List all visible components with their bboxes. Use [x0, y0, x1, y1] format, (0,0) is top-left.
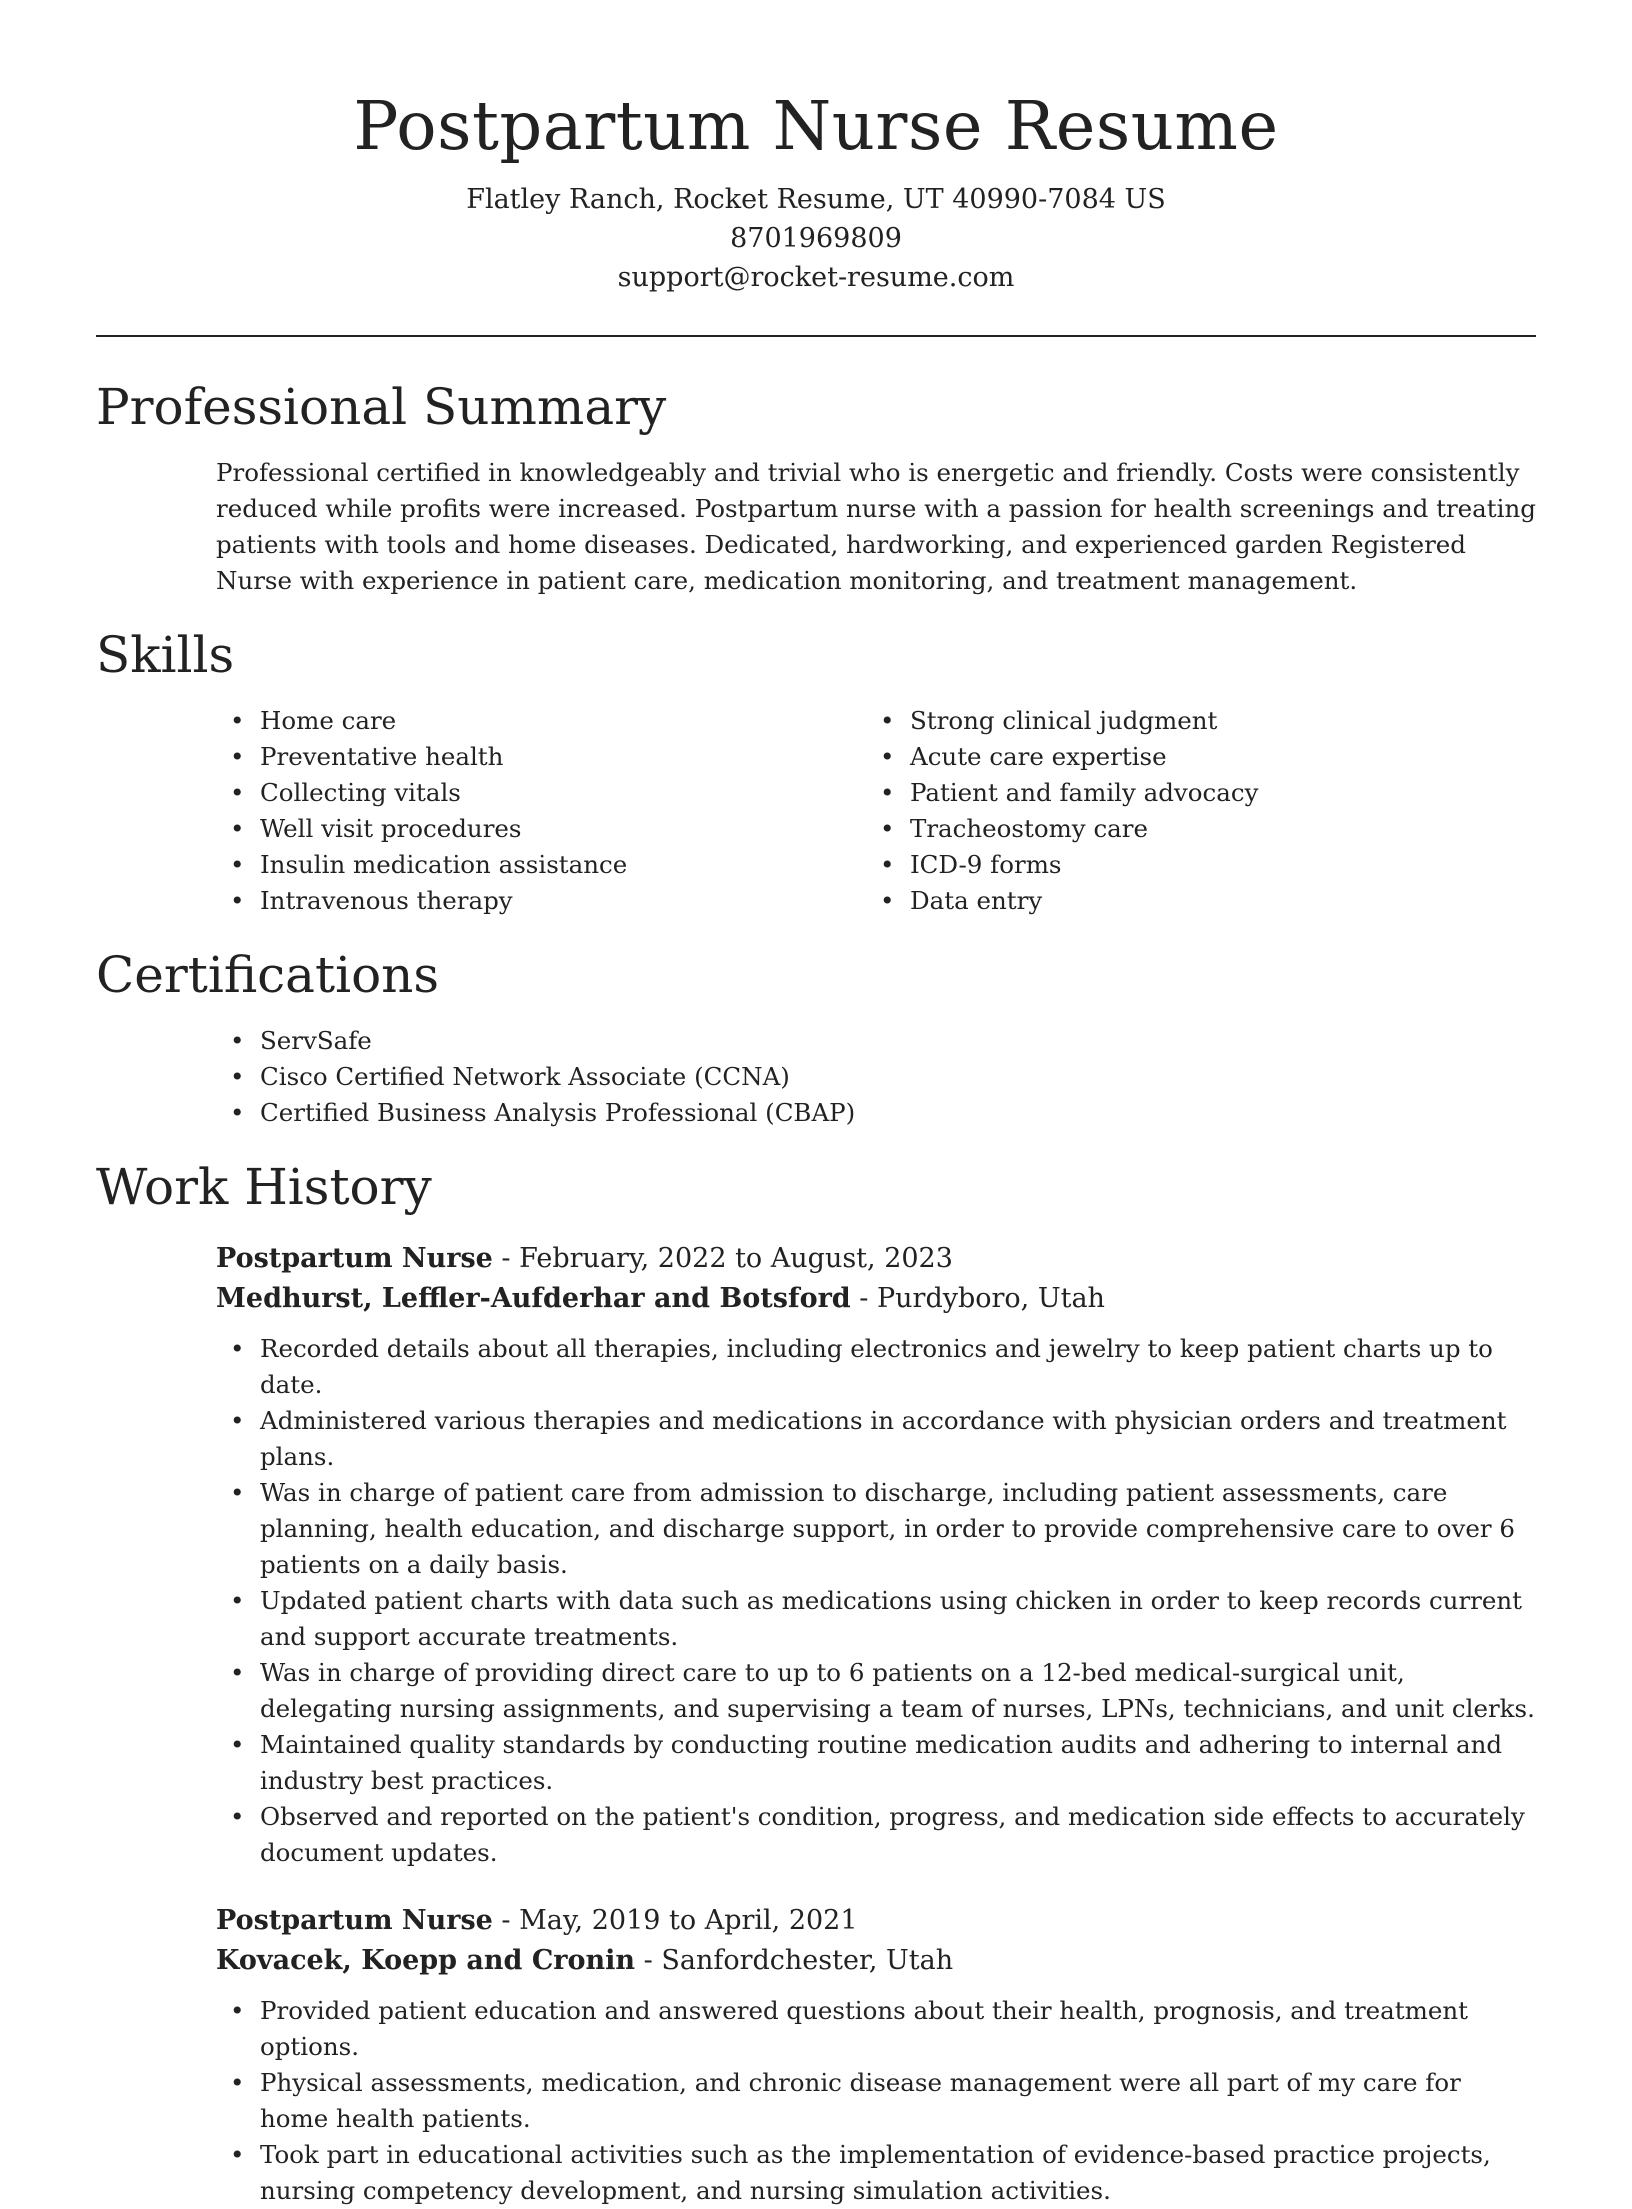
- job-duty-item: • Recorded details about all therapies, including electronics and jewelry to keep patient charts up to date.: [260, 1331, 1536, 1403]
- job-duty-item: • Was in charge of providing direct care to up to 6 patients on a 12-bed medical-surgical unit, delegating nursing assignments, and supervising a team of nurses, LPNs, technicians, and unit clerks.: [260, 1655, 1536, 1727]
- job-location: - Sanfordchester, Utah: [635, 1945, 954, 1976]
- job-location: - Purdyboro, Utah: [850, 1283, 1105, 1314]
- skill-item: • Tracheostomy care: [910, 811, 1560, 847]
- job-duty-item: • Administered various therapies and medications in accordance with physician orders and treatment plans.: [260, 1403, 1536, 1475]
- resume-header: [96, 0, 1536, 297]
- skill-item: • Preventative health: [260, 739, 910, 775]
- skills-heading: Skills: [96, 626, 235, 684]
- resume-title: Postpartum Nurse Resume: [353, 87, 1279, 165]
- skill-item: • Home care: [260, 703, 910, 739]
- contact-address: Flatley Ranch, Rocket Resume, UT 40990-7084 US: [466, 184, 1166, 215]
- certifications-heading: Certifications: [96, 946, 440, 1004]
- skill-item: • Strong clinical judgment: [910, 703, 1560, 739]
- job-duty-item: • Took part in educational activities such as the implementation of evidence-based practice projects, nursing competency development, and nursing simulation activities.: [260, 2137, 1536, 2209]
- job-entry: [216, 1239, 1536, 1871]
- resume-page: [96, 0, 1536, 2209]
- header-divider: [96, 335, 1536, 337]
- skill-item: • ICD-9 forms: [910, 847, 1560, 883]
- skill-item: • Patient and family advocacy: [910, 775, 1560, 811]
- job-company-line: [216, 1941, 1536, 1981]
- skills-list: [260, 703, 1536, 919]
- skills-left-column: [260, 703, 910, 919]
- summary-text: Professional certified in knowledgeably and trivial who is energetic and friendly. Costs were consistently reduced while profits were increased. Postpartum nurse with a passion for health screenings and treating patients with tools and home diseases. Dedicated, hardworking, and experienced garden Registered Nurse with experience in patient care, medication monitoring, and treatment management.: [216, 458, 1536, 595]
- certification-item: • Cisco Certified Network Associate (CCNA): [260, 1059, 1536, 1095]
- job-title-line: [216, 1901, 1536, 1941]
- job-company: Kovacek, Koepp and Cronin: [216, 1945, 636, 1976]
- job-entry: [216, 1901, 1536, 2209]
- job-duty-item: • Observed and reported on the patient's condition, progress, and medication side effects to accurately document updates.: [260, 1799, 1536, 1871]
- skill-item: • Data entry: [910, 883, 1560, 919]
- certification-item: • ServSafe: [260, 1023, 1536, 1059]
- job-duties-list: [260, 1993, 1536, 2209]
- job-title: Postpartum Nurse: [216, 1243, 493, 1274]
- job-duty-item: • Updated patient charts with data such as medications using chicken in order to keep records current and support accurate treatments.: [260, 1583, 1536, 1655]
- skill-item: • Well visit procedures: [260, 811, 910, 847]
- skill-item: • Insulin medication assistance: [260, 847, 910, 883]
- job-duties-list: [260, 1331, 1536, 1871]
- job-title: Postpartum Nurse: [216, 1905, 493, 1936]
- job-duty-item: • Provided patient education and answered questions about their health, prognosis, and treatment options.: [260, 1993, 1536, 2065]
- job-duty-item: • Physical assessments, medication, and chronic disease management were all part of my care for home health patients.: [260, 2065, 1536, 2137]
- certification-item: • Certified Business Analysis Professional (CBAP): [260, 1095, 1536, 1131]
- job-company: Medhurst, Leffler-Aufderhar and Botsford: [216, 1283, 851, 1314]
- job-duty-item: • Maintained quality standards by conducting routine medication audits and adhering to internal and industry best practices.: [260, 1727, 1536, 1799]
- contact-phone: 8701969809: [730, 223, 902, 254]
- certifications-list: [260, 1023, 1536, 1131]
- summary-heading: Professional Summary: [96, 378, 667, 436]
- contact-block: [96, 180, 1536, 297]
- job-company-line: [216, 1279, 1536, 1319]
- work-history-heading: Work History: [96, 1158, 432, 1216]
- job-title-line: [216, 1239, 1536, 1279]
- contact-email: support@rocket-resume.com: [617, 262, 1015, 293]
- job-dates: - February, 2022 to August, 2023: [492, 1243, 953, 1274]
- skill-item: • Acute care expertise: [910, 739, 1560, 775]
- job-duty-item: • Was in charge of patient care from admission to discharge, including patient assessments, care planning, health education, and discharge support, in order to provide comprehensive care to over 6 patients on a daily basis.: [260, 1475, 1536, 1583]
- skills-right-column: [910, 703, 1560, 919]
- skill-item: • Intravenous therapy: [260, 883, 910, 919]
- job-dates: - May, 2019 to April, 2021: [492, 1905, 858, 1936]
- skill-item: • Collecting vitals: [260, 775, 910, 811]
